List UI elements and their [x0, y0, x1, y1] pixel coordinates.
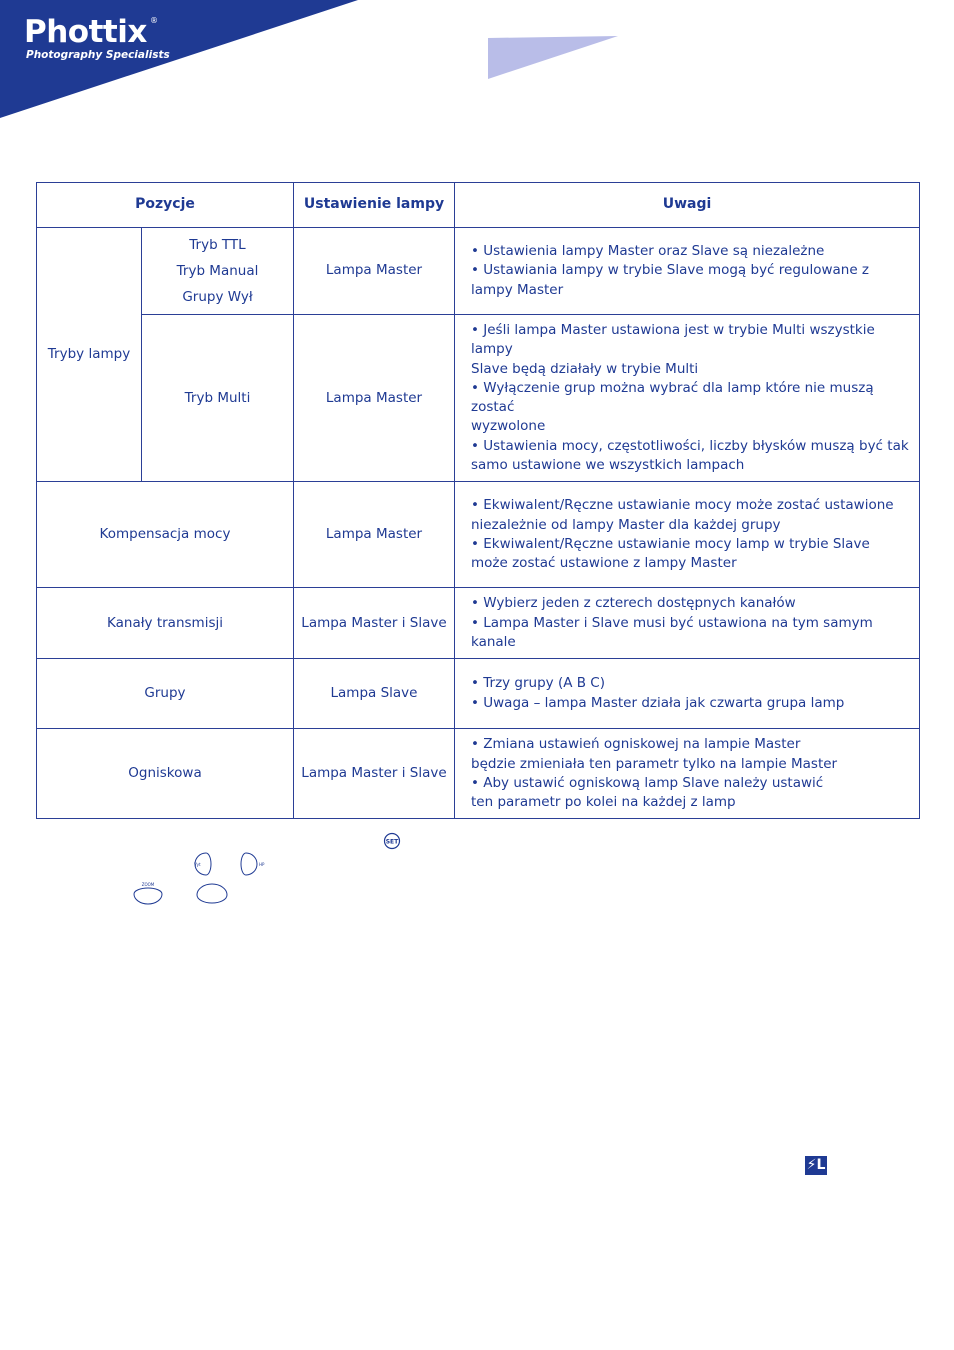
table-header-row [37, 183, 920, 228]
table-row [37, 729, 920, 819]
notes-cell [455, 228, 920, 315]
setting-cell: Lampa Master i Slave [294, 588, 455, 659]
table-row [37, 588, 920, 659]
button-glyphs [0, 820, 954, 920]
item-kompensacja: Kompensacja mocy [37, 482, 294, 588]
setting-cell: Lampa Master i Slave [294, 729, 455, 819]
notes-cell [455, 482, 920, 588]
note-line: • Zmiana ustawień ogniskowej na lampie Master [471, 736, 801, 753]
setting-cell: Lampa Master [294, 228, 455, 315]
settings-table [36, 182, 920, 819]
note-line: • Ustawienia mocy, częstotliwości, liczby błysków muszą być tak [471, 437, 909, 454]
note-line: • Trzy grupy (A B C) [471, 675, 605, 692]
svg-text:SET: SET [385, 838, 399, 846]
note-line: • Jeśli lampa Master ustawiona jest w trybie Multi wszystkie lampy [471, 322, 875, 358]
note-line: • Wyłączenie grup można wybrać dla lamp które nie muszą zostać [471, 379, 874, 416]
phottix-logo: Phottix [24, 14, 147, 50]
note-line: • Ekwiwalent/Ręczne ustawianie mocy może zostać ustawione [471, 497, 894, 514]
note-line: • Lampa Master i Slave musi być ustawiona na tym samym kanale [471, 614, 873, 650]
note-line: będzie zmieniała ten parametr tylko na lampie Master [471, 755, 838, 772]
brand-tagline: Photography Specialists [26, 49, 170, 61]
header-ustawienie: Ustawienie lampy [294, 183, 455, 228]
set-button-icon [385, 834, 400, 849]
header-pozycje: Pozycje [37, 183, 294, 228]
dial-left-icon [194, 853, 211, 875]
item-kanaly: Kanały transmisji [37, 588, 294, 659]
flash-lock-icon: ⚡L [806, 1157, 826, 1173]
flash-lock-label: L [816, 1157, 826, 1173]
registered-mark: ® [150, 16, 158, 25]
note-line: • Ustawiania lampy w trybie Slave mogą być regulowane z [471, 262, 870, 279]
svg-text:ZOOM: ZOOM [141, 882, 155, 887]
group-tryby-lampy: Tryby lampy [37, 228, 142, 482]
note-line: • Ustawienia lampy Master oraz Slave są niezależne [471, 243, 825, 260]
note-line: wyzwolone [471, 418, 546, 435]
accent-wedge [488, 36, 618, 79]
notes-cell [455, 315, 920, 482]
notes-cell [455, 588, 920, 659]
note-line: ten parametr po kolei na każdej z lamp [471, 794, 736, 811]
note-line: • Wybierz jeden z czterech dostępnych kanałów [471, 595, 796, 612]
dial-top-zoom-icon [134, 882, 162, 904]
mode-manual: Tryb Manual [176, 263, 259, 279]
modes-cell [142, 228, 294, 315]
notes-cell [455, 659, 920, 729]
setting-cell: Lampa Master [294, 315, 455, 482]
table-row [37, 482, 920, 588]
setting-cell: Lampa Master [294, 482, 455, 588]
notes-cell [455, 729, 920, 819]
dial-bottom-icon [197, 884, 227, 903]
note-line: samo ustawione we wszystkich lampach [471, 457, 745, 474]
dial-right-icon [241, 853, 265, 875]
mode-ttl: Tryb TTL [189, 237, 246, 253]
note-line: • Aby ustawić ogniskową lamp Slave należy ustawić [471, 774, 824, 791]
table-row [37, 659, 920, 729]
note-line: niezależnie od lampy Master dla każdej grupy [471, 516, 781, 533]
note-line: • Ekwiwalent/Ręczne ustawianie mocy lamp w trybie Slave [471, 535, 870, 552]
mode-grupy-wyl: Grupy Wył [182, 289, 253, 305]
svg-text:Vyt: Vyt [194, 862, 201, 867]
header-uwagi: Uwagi [455, 183, 920, 228]
svg-text:HP: HP [259, 862, 265, 867]
note-line: może zostać ustawione z lampy Master [471, 555, 737, 572]
mode-multi: Tryb Multi [142, 315, 294, 482]
note-line: Slave będą działały w trybie Multi [471, 360, 699, 377]
note-line: • Uwaga – lampa Master działa jak czwarta grupa lamp [471, 694, 845, 711]
item-grupy: Grupy [37, 659, 294, 729]
table-row [37, 228, 920, 315]
table-row [37, 315, 920, 482]
note-line: lampy Master [471, 281, 564, 298]
setting-cell: Lampa Slave [294, 659, 455, 729]
item-ogniskowa: Ogniskowa [37, 729, 294, 819]
